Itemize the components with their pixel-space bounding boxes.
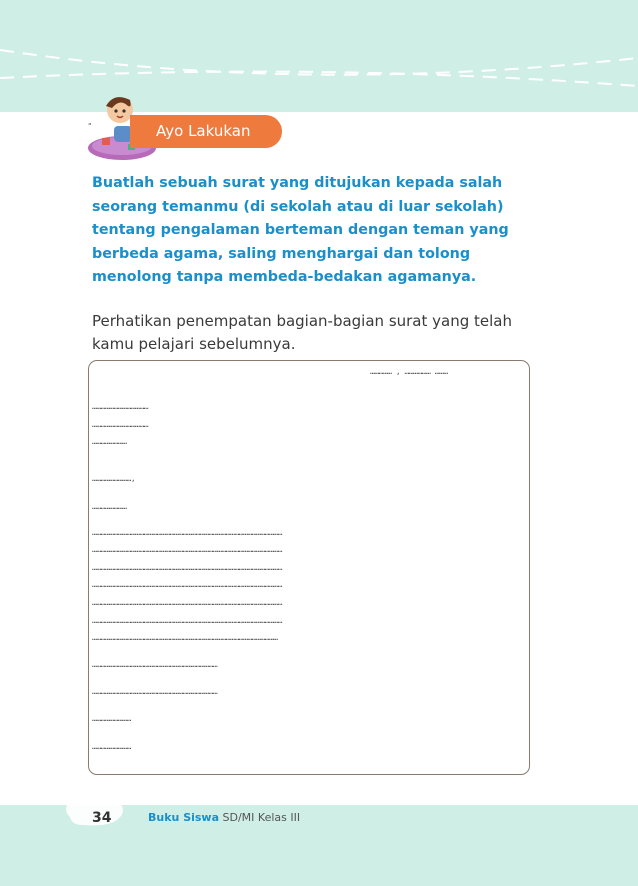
task-note: Perhatikan penempatan bagian-bagian surat yang telah kamu pelajari sebelumnya. (92, 312, 512, 353)
closing-line: …………………………………………………………………………… (92, 660, 218, 669)
opening-line: …………………… (92, 502, 127, 511)
regards-line: ……………………… (92, 714, 131, 723)
recipient-line: ………………………………… (92, 420, 149, 429)
signature-line: ……………………… (92, 742, 131, 751)
recipient-line: …………………… (92, 437, 127, 446)
body-line: …………………………………………………………………………………………………………………… (92, 616, 282, 625)
page-number: 34 (92, 810, 112, 826)
body-line: …………………………………………………………………………………………………………………… (92, 580, 282, 589)
book-title-rest: SD/MI Kelas III (219, 811, 301, 824)
body-line: …………………………………………………………………………………………………………………… (92, 563, 282, 572)
body-line: …………………………………………………………………………………………………………………… (92, 598, 282, 607)
recipient-line: ………………………………… (92, 402, 149, 411)
greeting-line: ………………………, (92, 474, 136, 483)
task-instruction: Buatlah sebuah surat yang ditujukan kepada salah seorang temanmu (di sekolah atau di luar sekolah) tentang pengalaman berteman dengan teman yang berbeda agama, saling menghargai dan tolong menolong tanpa membeda-bedakan agamanya. (92, 175, 509, 285)
book-title-bold: Buku Siswa (148, 811, 220, 824)
closing-line: …………………………………………………………………………… (92, 687, 218, 696)
book-title (148, 811, 300, 825)
place-date-line: …………… , ……………… ……… (370, 367, 448, 376)
body-line: …………………………………………………………………………………………………………………… (92, 545, 282, 554)
body-line: …………………………………………………………………………………………………………………… (92, 528, 282, 537)
section-banner: Ayo Lakukan (130, 115, 282, 148)
svg-text:“: “ (88, 122, 92, 130)
body-line: ………………………………………………………………………………………………………………… (92, 633, 278, 642)
